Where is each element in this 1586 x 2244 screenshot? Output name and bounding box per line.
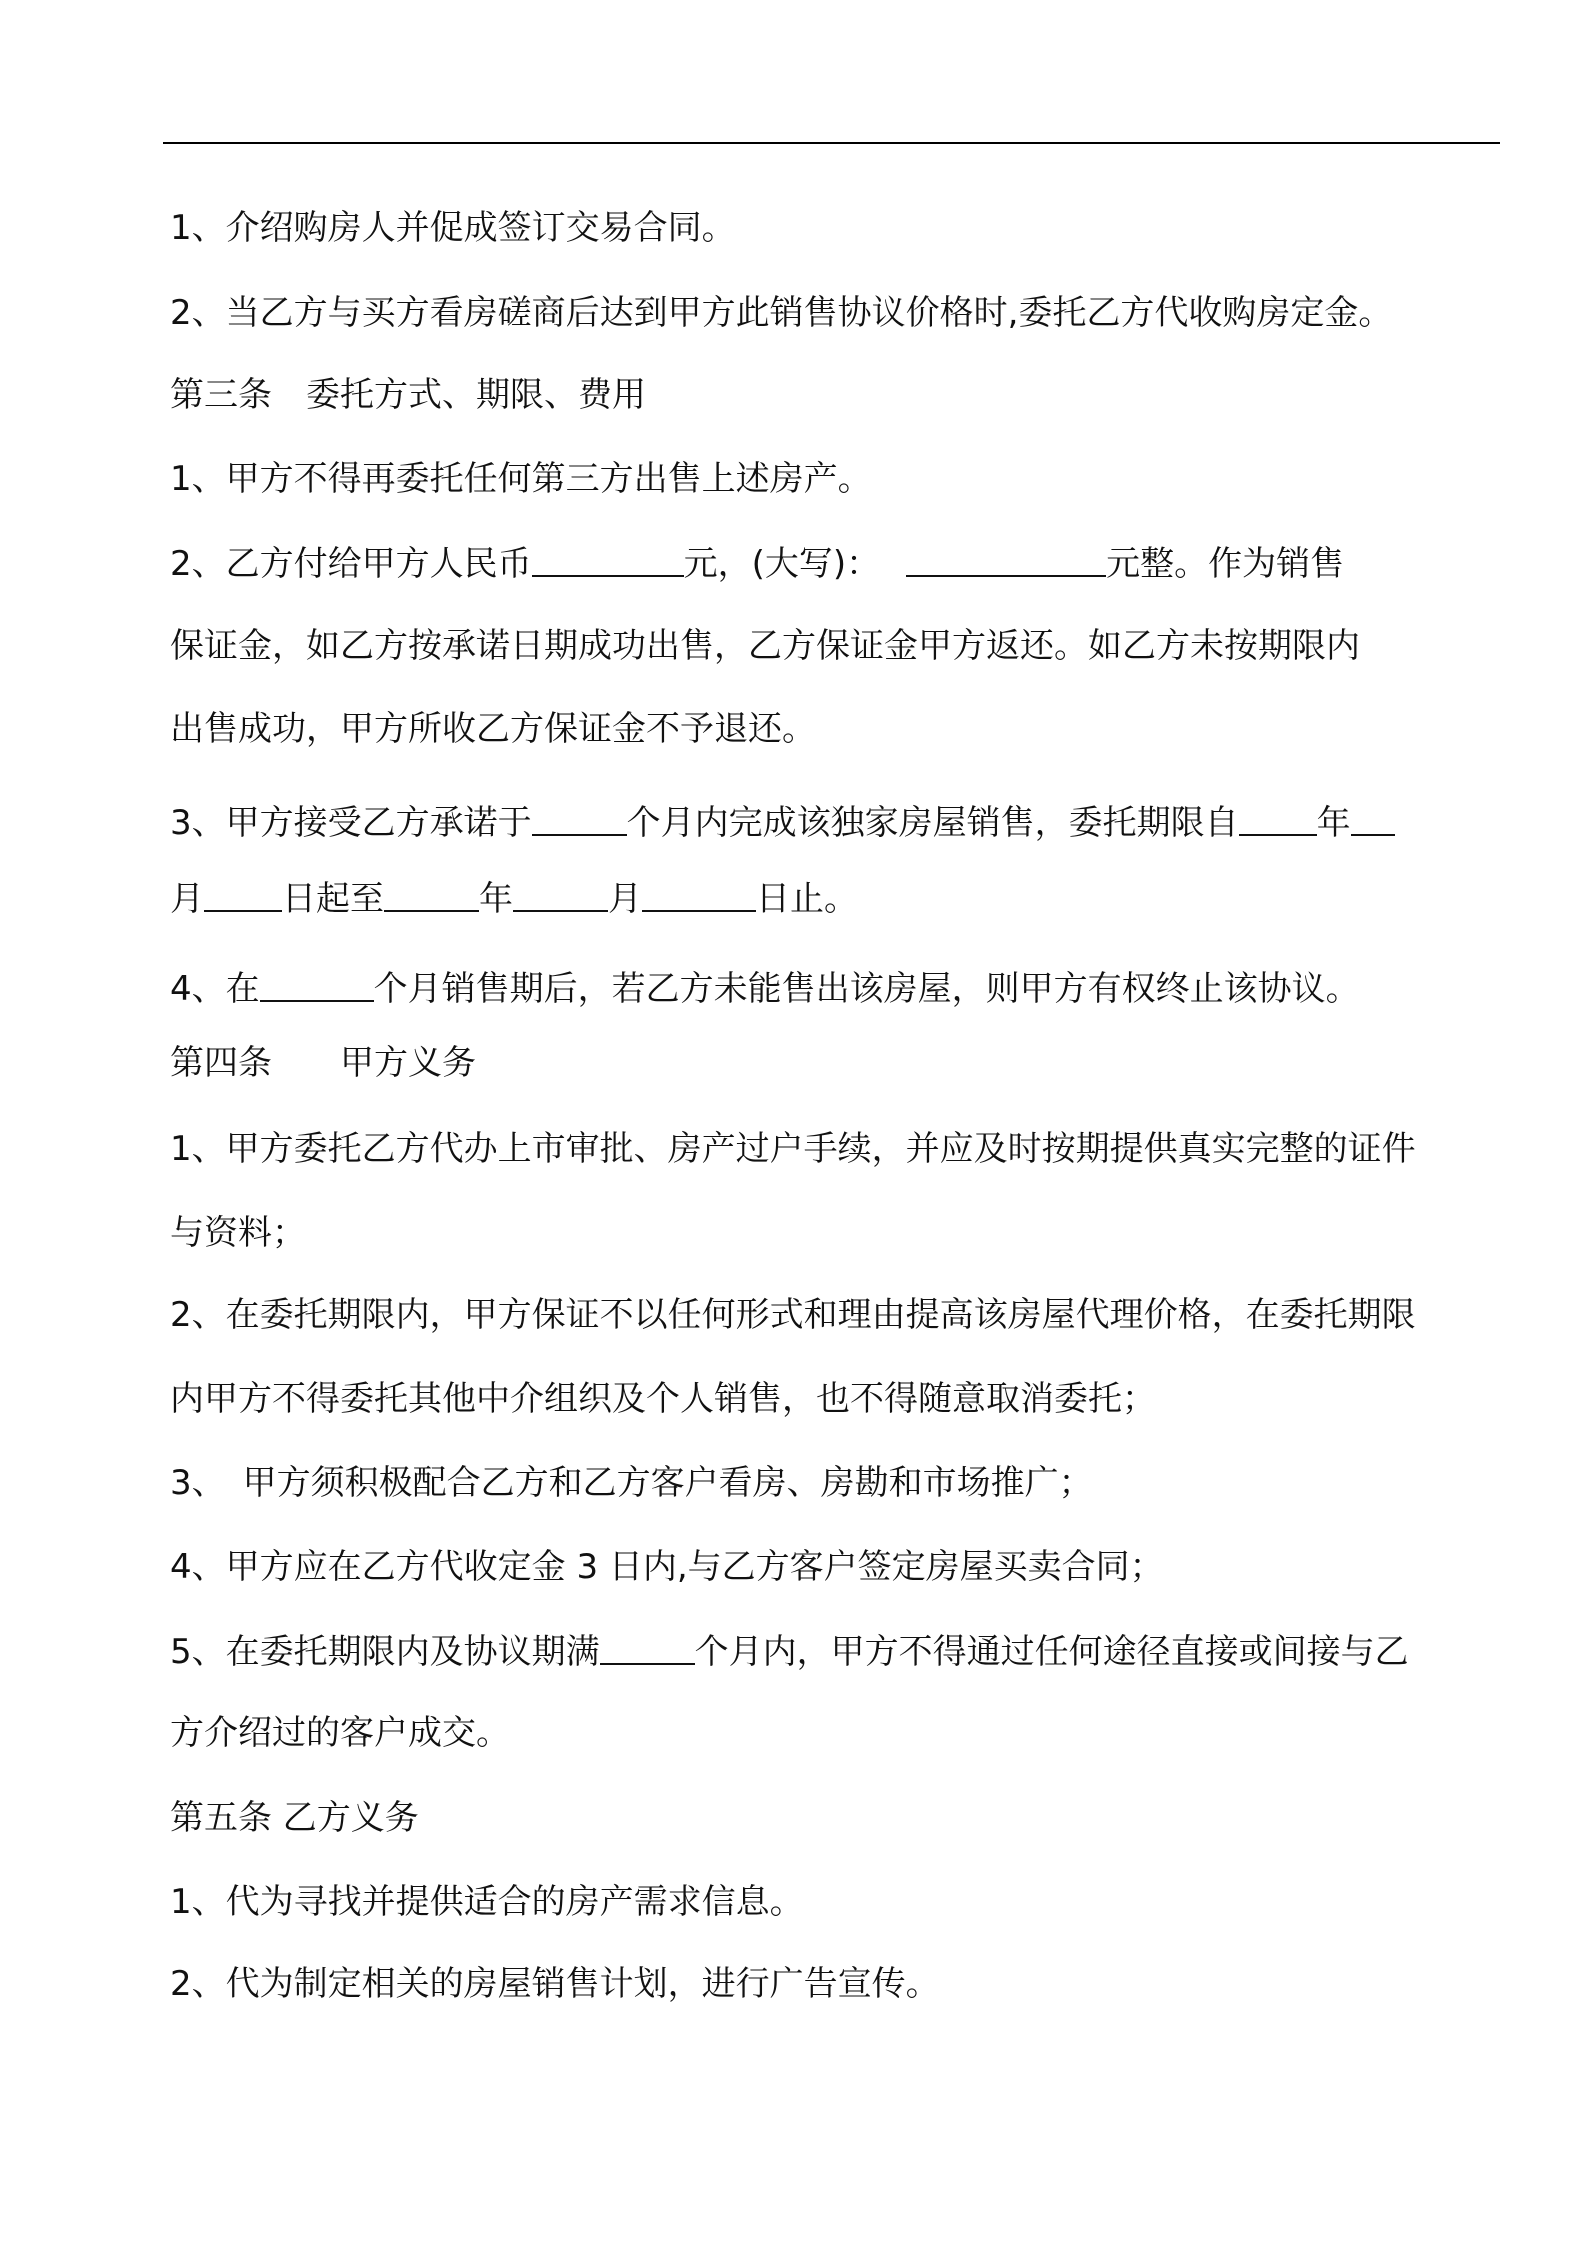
clause-2-item-2: 2、当乙方与买方看房磋商后达到甲方此销售协议价格时,委托乙方代收购房定金。 <box>170 293 1393 333</box>
clause-4-item-2-line-2: 内甲方不得委托其他中介组织及个人销售，也不得随意取消委托； <box>170 1379 1156 1419</box>
clause-5-heading: 第五条 乙方义务 <box>170 1798 419 1838</box>
clause-4-item-1-line-2: 与资料； <box>170 1213 306 1253</box>
clause-2-item-1: 1、介绍购房人并促成签订交易合同。 <box>170 208 736 248</box>
clause-4-item-4: 4、甲方应在乙方代收定金 3 日内,与乙方客户签定房屋买卖合同； <box>170 1547 1164 1587</box>
clause-4-item-3: 3、 甲方须积极配合乙方和乙方客户看房、房勘和市场推广； <box>170 1463 1093 1503</box>
clause-5-item-2: 2、代为制定相关的房屋销售计划，进行广告宣传。 <box>170 1964 940 2004</box>
deposit-amount-words-blank[interactable] <box>906 545 1106 577</box>
clause-4-item-2: 2、在委托期限内，甲方保证不以任何形式和理由提高该房屋代理价格，在委托期限 <box>170 1295 1416 1335</box>
start-year-blank[interactable] <box>1239 804 1317 836</box>
clause-3-item-2-line-2: 保证金，如乙方按承诺日期成功出售，乙方保证金甲方返还。如乙方未按期限内 <box>170 626 1360 666</box>
deposit-amount-blank[interactable] <box>532 545 684 577</box>
clause-3-item-3: 3、甲方接受乙方承诺于 个月内完成该独家房屋销售，委托期限自 年 <box>170 804 1395 840</box>
post-agreement-months-blank[interactable] <box>600 1633 695 1665</box>
clause-4-item-5-line-2: 方介绍过的客户成交。 <box>170 1713 510 1753</box>
clause-4-item-1: 1、甲方委托乙方代办上市审批、房产过户手续，并应及时按期提供真实完整的证件 <box>170 1129 1416 1169</box>
clause-4-item-5: 5、在委托期限内及协议期满 个月内，甲方不得通过任何途径直接或间接与乙 <box>170 1632 1409 1672</box>
clause-3-item-2-line-3: 出售成功，甲方所收乙方保证金不予退还。 <box>170 709 816 749</box>
start-day-blank[interactable] <box>204 880 282 912</box>
clause-5-item-1: 1、代为寻找并提供适合的房产需求信息。 <box>170 1882 804 1922</box>
clause-3-heading: 第三条 委托方式、期限、费用 <box>170 375 646 415</box>
start-month-blank[interactable] <box>1351 804 1395 836</box>
header-rule <box>163 142 1500 144</box>
clause-3-item-4: 4、在 个月销售期后，若乙方未能售出该房屋，则甲方有权终止该协议。 <box>170 969 1360 1009</box>
clause-3-item-1: 1、甲方不得再委托任何第三方出售上述房产。 <box>170 459 872 499</box>
end-year-blank[interactable] <box>384 880 479 912</box>
clause-3-item-2: 2、乙方付给甲方人民币 元，(大写)： 元整。作为销售 <box>170 544 1345 584</box>
clause-3-item-3-line-2: 月 日起至 年 月 日止。 <box>170 879 858 919</box>
clause-4-heading: 第四条 甲方义务 <box>170 1043 476 1083</box>
sales-period-blank[interactable] <box>260 970 374 1002</box>
months-blank[interactable] <box>532 804 627 836</box>
end-day-blank[interactable] <box>642 880 756 912</box>
end-month-blank[interactable] <box>513 880 608 912</box>
